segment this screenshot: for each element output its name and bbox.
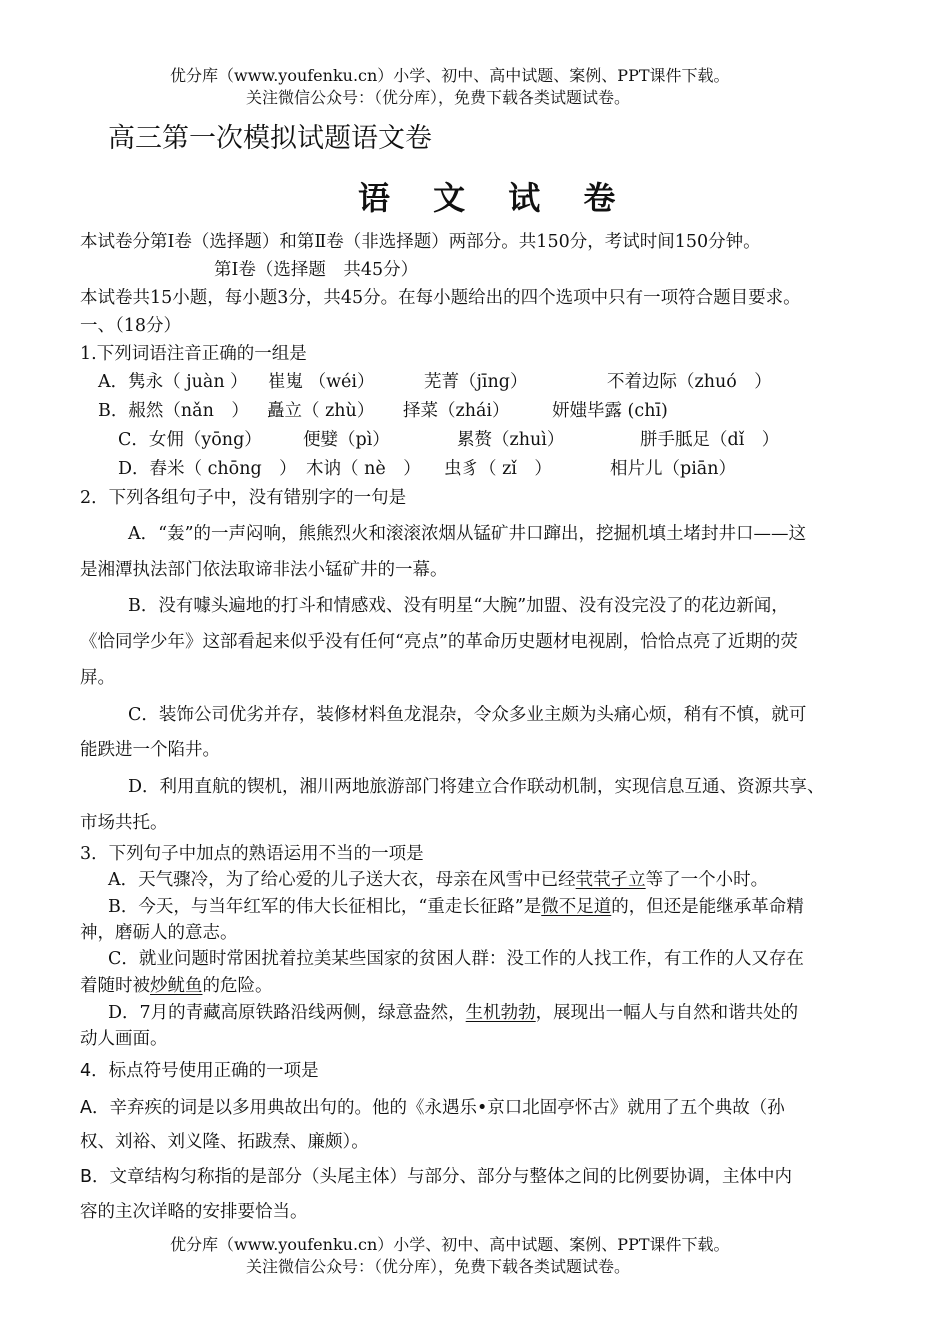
q1-a-4: 不着边际（zhuó ） (607, 372, 772, 392)
q3-option-c-line1: C．就业问题时常困扰着拉美某些国家的贫困人群：没工作的人找工作，有工作的人又存在 (108, 949, 804, 969)
q2-option-d-line2: 市场共托。 (80, 813, 168, 833)
q3-d-text: D．7月的青藏高原铁路沿线两侧，绿意盎然， (108, 1003, 466, 1023)
q1-a-1: A．隽永（ juàn ） (98, 372, 248, 392)
q2-option-c-line2: 能跌进一个陷井。 (80, 740, 220, 760)
q2-option-a-line2: 是湘潭执法部门依法取谛非法小锰矿井的一幕。 (80, 560, 448, 580)
q3-d-text-end: ，展现出一幅人与自然和谐共处的 (535, 1003, 799, 1023)
q1-stem: 1.下列词语注音正确的一组是 (80, 344, 307, 364)
q4-option-b-line2: 容的主次详略的安排要恰当。 (80, 1202, 308, 1222)
q3-option-b-line2: 神，磨砺人的意志。 (80, 923, 238, 943)
q4-stem: 4．标点符号使用正确的一项是 (80, 1061, 319, 1081)
q3-b-text: B．今天，与当年红军的伟大长征相比，“重走长征路”是 (108, 897, 542, 917)
q1-a-2: 崔嵬 （wéi） (268, 372, 375, 392)
q3-c-text: 着随时被 (80, 976, 150, 996)
part1-title: 第Ⅰ卷（选择题 共45分） (214, 260, 419, 280)
footer-line-2: 关注微信公众号：（优分库），免费下载各类试题试卷。 (246, 1257, 631, 1276)
q1-d-1: D．舂米（ chōng ） (118, 459, 297, 479)
q1-d-2: 木讷（ nè ） (306, 459, 421, 479)
part1-note: 本试卷共15小题，每小题3分，共45分。在每小题给出的四个选项中只有一项符合题目要求。 (80, 288, 801, 308)
q2-option-b-line1: B．没有噱头遍地的打斗和情感戏、没有明星“大腕”加盟、没有没完没了的花边新闻， (128, 596, 789, 616)
q4-option-b-line1: B．文章结构匀称指的是部分（头尾主体）与部分、部分与整体之间的比例要协调，主体中内 (80, 1167, 793, 1187)
q2-option-b-line2: 《恰同学少年》这部看起来似乎没有任何“亮点”的革命历史题材电视剧，恰恰点亮了近期的荧 (80, 632, 798, 652)
q2-option-c-line1: C．装饰公司优劣并存，装修材料鱼龙混杂，令众多业主颇为头痛心烦，稍有不慎，就可 (128, 705, 807, 725)
paper-title: 语 文 试 卷 (358, 179, 632, 217)
q3-b-text-end: 的，但还是能继承革命精 (611, 897, 804, 917)
q3-stem: 3．下列句子中加点的熟语运用不当的一项是 (80, 844, 424, 864)
header-line-1: 优分库（www.youfenku.cn）小学、初中、高中试题、案例、PPT课件下载。 (170, 66, 730, 85)
q3-option-d-line2: 动人画面。 (80, 1029, 168, 1049)
q1-b-3: 择菜（zhái） (403, 401, 510, 421)
q1-d-4: 相片儿（piān） (610, 459, 737, 479)
q4-option-a-line1: A．辛弃疾的词是以多用典故出句的。他的《永遇乐•京口北固亭怀古》就用了五个典故（孙 (80, 1098, 785, 1118)
q1-b-2: 矗立（ zhù） (267, 401, 375, 421)
q1-d-3: 虫豸（ zǐ ） (444, 459, 552, 479)
footer-line-1: 优分库（www.youfenku.cn）小学、初中、高中试题、案例、PPT课件下载。 (170, 1235, 730, 1254)
q3-option-c-line2 (80, 974, 273, 998)
q2-option-a-line1: A．“轰”的一声闷响，熊熊烈火和滚滚浓烟从锰矿井口蹿出，挖掘机填土堵封井口——这 (128, 524, 807, 544)
q3-d-idiom: 生机勃勃 (465, 1003, 536, 1023)
section-1-heading: 一、（18分） (80, 316, 182, 336)
q1-b-4: 妍媸毕露 (chī) (552, 401, 668, 421)
q1-c-1: C．女佣（yōng） (118, 430, 262, 450)
q3-a-text: A．天气骤冷，为了给心爱的儿子送大衣，母亲在风雪中已经 (108, 870, 576, 890)
q2-option-d-line1: D．利用直航的锲机，湘川两地旅游部门将建立合作联动机制，实现信息互通、资源共享、 (128, 777, 825, 797)
intro-text: 本试卷分第Ⅰ卷（选择题）和第Ⅱ卷（非选择题）两部分。共150分，考试时间150分钟。 (80, 232, 761, 252)
q1-c-3: 累赘（zhuì） (457, 430, 565, 450)
q3-c-text-end: 的危险。 (202, 976, 273, 996)
q3-option-d (108, 1001, 798, 1025)
q1-b-1: B．赧然（nǎn ） (98, 401, 249, 421)
q3-option-a (108, 868, 768, 892)
q1-a-3: 芜菁（jīng） (424, 372, 528, 392)
header-line-2: 关注微信公众号：（优分库），免费下载各类试题试卷。 (246, 88, 631, 107)
q4-option-a-line2: 权、刘裕、刘义隆、拓跋焘、廉颇）。 (80, 1132, 369, 1152)
q3-c-idiom: 炒鱿鱼 (150, 976, 203, 996)
q3-option-b (108, 895, 804, 919)
q3-a-idiom: 茕茕孑立 (575, 870, 646, 890)
q3-a-text-end: 等了一个小时。 (645, 870, 769, 890)
q3-b-idiom: 微不足道 (541, 897, 612, 917)
q1-c-2: 便嬖（pì） (303, 430, 390, 450)
q2-option-b-line3: 屏。 (80, 668, 115, 688)
q1-c-4: 胼手胝足（dǐ ） (640, 430, 780, 450)
q2-stem: 2．下列各组句子中，没有错别字的一句是 (80, 488, 407, 508)
exam-title: 高三第一次模拟试题语文卷 (108, 123, 432, 154)
